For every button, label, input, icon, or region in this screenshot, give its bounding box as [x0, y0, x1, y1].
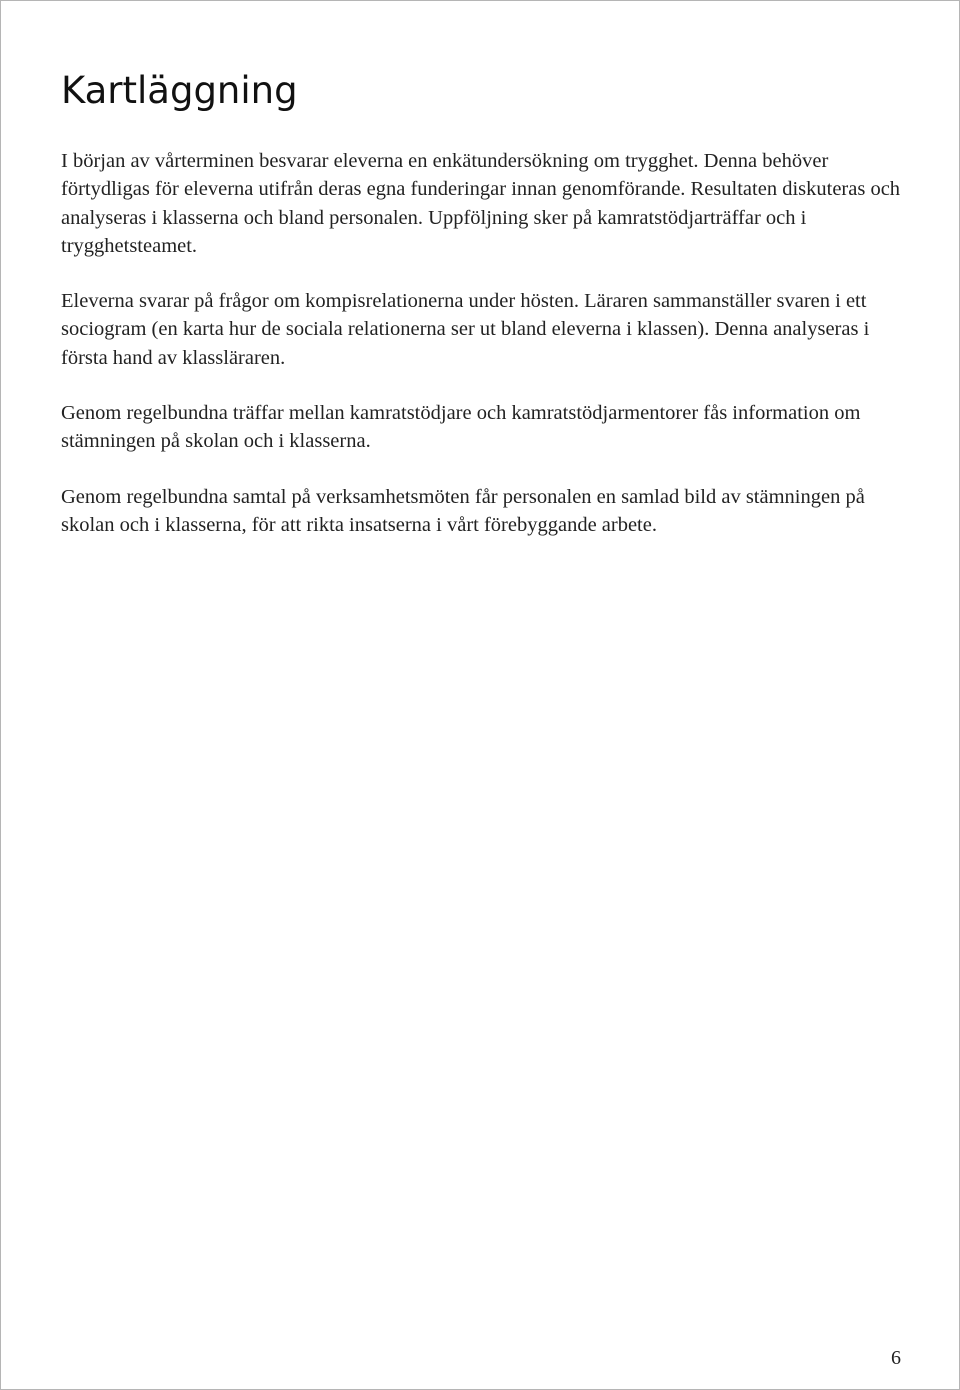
page-number: 6 [891, 1347, 901, 1369]
paragraph-survey: I början av vårterminen besvarar eleverna en enkätundersökning om trygghet. Denna behöver förtydligas för eleverna utifrån deras egna funderingar innan genomförande. Resultaten diskuteras och analyseras i klasserna och bland personalen. Uppföljning sker på kamratstödjarträffar och i trygghetsteamet. [61, 150, 901, 257]
paragraph-sociogram: Eleverna svarar på frågor om kompisrelationerna under hösten. Läraren sammanställer svaren i ett sociogram (en karta hur de sociala relationerna ser ut bland eleverna i klassen). Denna analyseras i första hand av klassläraren. [61, 290, 870, 369]
paragraph-peer-support: Genom regelbundna träffar mellan kamratstödjare och kamratstödjarmentorer fås information om stämningen på skolan och i klasserna. [61, 402, 861, 453]
page-title: Kartläggning [61, 69, 298, 112]
paragraph-staff-meetings: Genom regelbundna samtal på verksamhetsmöten får personalen en samlad bild av stämningen på skolan och i klasserna, för att rikta insatserna i vårt förebyggande arbete. [61, 485, 865, 536]
body-text [61, 147, 911, 566]
